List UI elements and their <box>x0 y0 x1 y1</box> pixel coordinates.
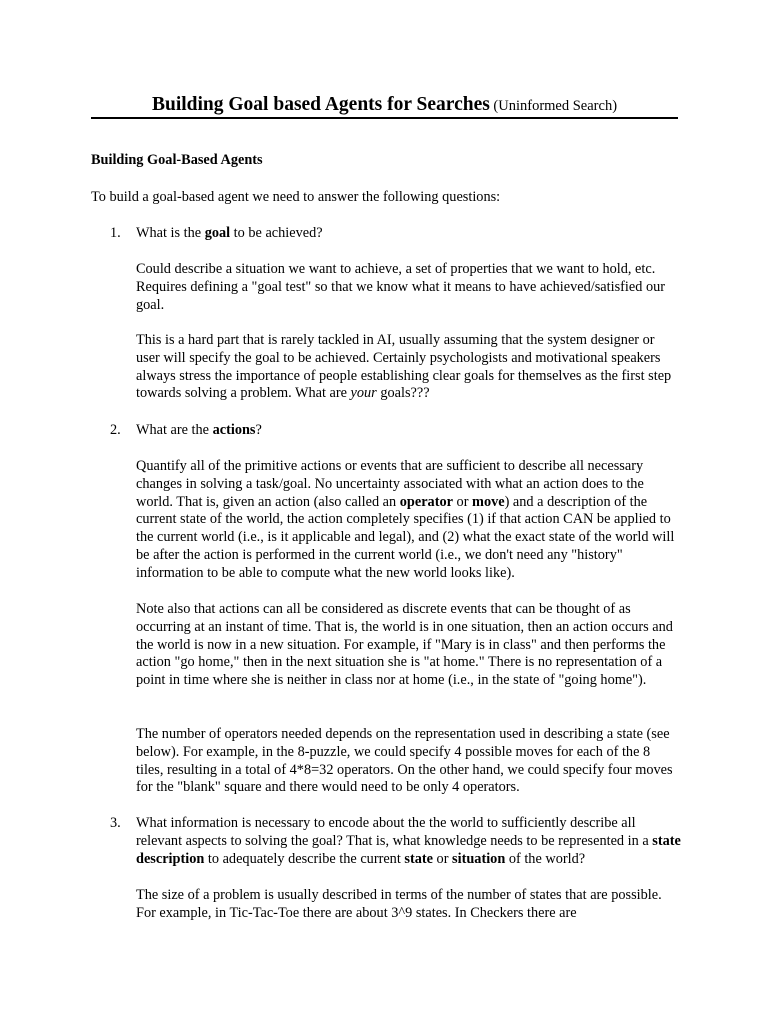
emphasis-text: your <box>350 385 377 402</box>
question-text: or <box>432 850 453 867</box>
intro-paragraph: To build a goal-based agent we need to answer the following questions: <box>91 189 501 205</box>
list-item-number: 2. <box>110 422 121 438</box>
keyword: state description <box>136 832 681 867</box>
question-text: to be achieved? <box>230 225 323 241</box>
document-title: Building Goal based Agents for Searches <box>151 94 490 115</box>
document-title-block <box>91 94 678 119</box>
paragraph <box>136 458 681 583</box>
question-text: What are the <box>136 422 213 438</box>
paragraph-text: This is a hard part that is rarely tackled in AI, usually assuming that the system designer or user will specify the goal to be achieved. Certainly psychologists and motivational speakers always stress the importance of people establishing clear goals for themselves as the first step towards solving a problem. What are <box>136 332 672 402</box>
paragraph-text: ) and a description of the current state of the world, the action completely specifies (1) if that action CAN be applied to the current world (i.e., is it applicable and legal), and (2) what the exact state of the world will be after the action is performed in the current world (i.e., we don't need any "history" information to be able to compute what the new world looks like). <box>136 493 675 581</box>
document-title-note: (Uninformed Search) <box>493 98 618 114</box>
list-item-number: 1. <box>110 225 121 241</box>
question-keyword: actions <box>212 422 256 438</box>
list-item-question <box>136 225 684 243</box>
paragraph: Could describe a situation we want to achieve, a set of properties that we want to hold, etc. Requires defining a "goal test" so that we know what it means to have achieved/satisfied our goal. <box>136 261 665 313</box>
keyword: operator <box>399 493 453 510</box>
paragraph: Note also that actions can all be considered as discrete events that can be thought of as occurring at an instant of time. That is, the world is in one situation, then an action occurs and the world is now in a new situation. For example, if "Mary is in class" and then performs the action "go home," then in the next situation she is "at home." There is no representation of a point in time where she is neither in class nor at home (i.e., in the state of "going home"). <box>136 601 673 689</box>
question-text: of the world? <box>505 850 586 867</box>
list-item-question <box>136 815 684 868</box>
question-text: What information is necessary to encode about the the world to sufficiently describe all relevant aspects to solving the goal? That is, what knowledge needs to be represented in a <box>136 815 653 849</box>
paragraph-text: goals??? <box>376 385 430 402</box>
question-text: ? <box>255 422 262 438</box>
question-text: What is the <box>136 225 205 241</box>
question-text: to adequately describe the current <box>204 850 405 867</box>
keyword: situation <box>452 850 506 867</box>
paragraph: The number of operators needed depends on the representation used in describing a state (see below). For example, in the 8-puzzle, we could specify 4 possible moves for each of the 8 tiles, resulting in a total of 4*8=32 operators. On the other hand, we could specify four moves for the "blank" square and there would need to be only 4 operators. <box>136 726 673 796</box>
paragraph <box>136 332 681 403</box>
section-heading: Building Goal-Based Agents <box>91 152 263 168</box>
list-item-question <box>136 422 684 440</box>
paragraph-text: or <box>452 493 473 510</box>
paragraph-text: Quantify all of the primitive actions or events that are sufficient to describe all necessary changes in solving a task/goal. No uncertainty associated with what an action does to the world. That is, given an action (also called an <box>136 458 644 510</box>
question-keyword: goal <box>204 225 231 241</box>
list-item-number: 3. <box>110 815 121 831</box>
paragraph: The size of a problem is usually described in terms of the number of states that are possible. For example, in Tic-Tac-Toe there are about 3^9 states. In Checkers there are <box>136 887 662 921</box>
keyword: state <box>404 850 433 867</box>
keyword: move <box>472 493 505 510</box>
